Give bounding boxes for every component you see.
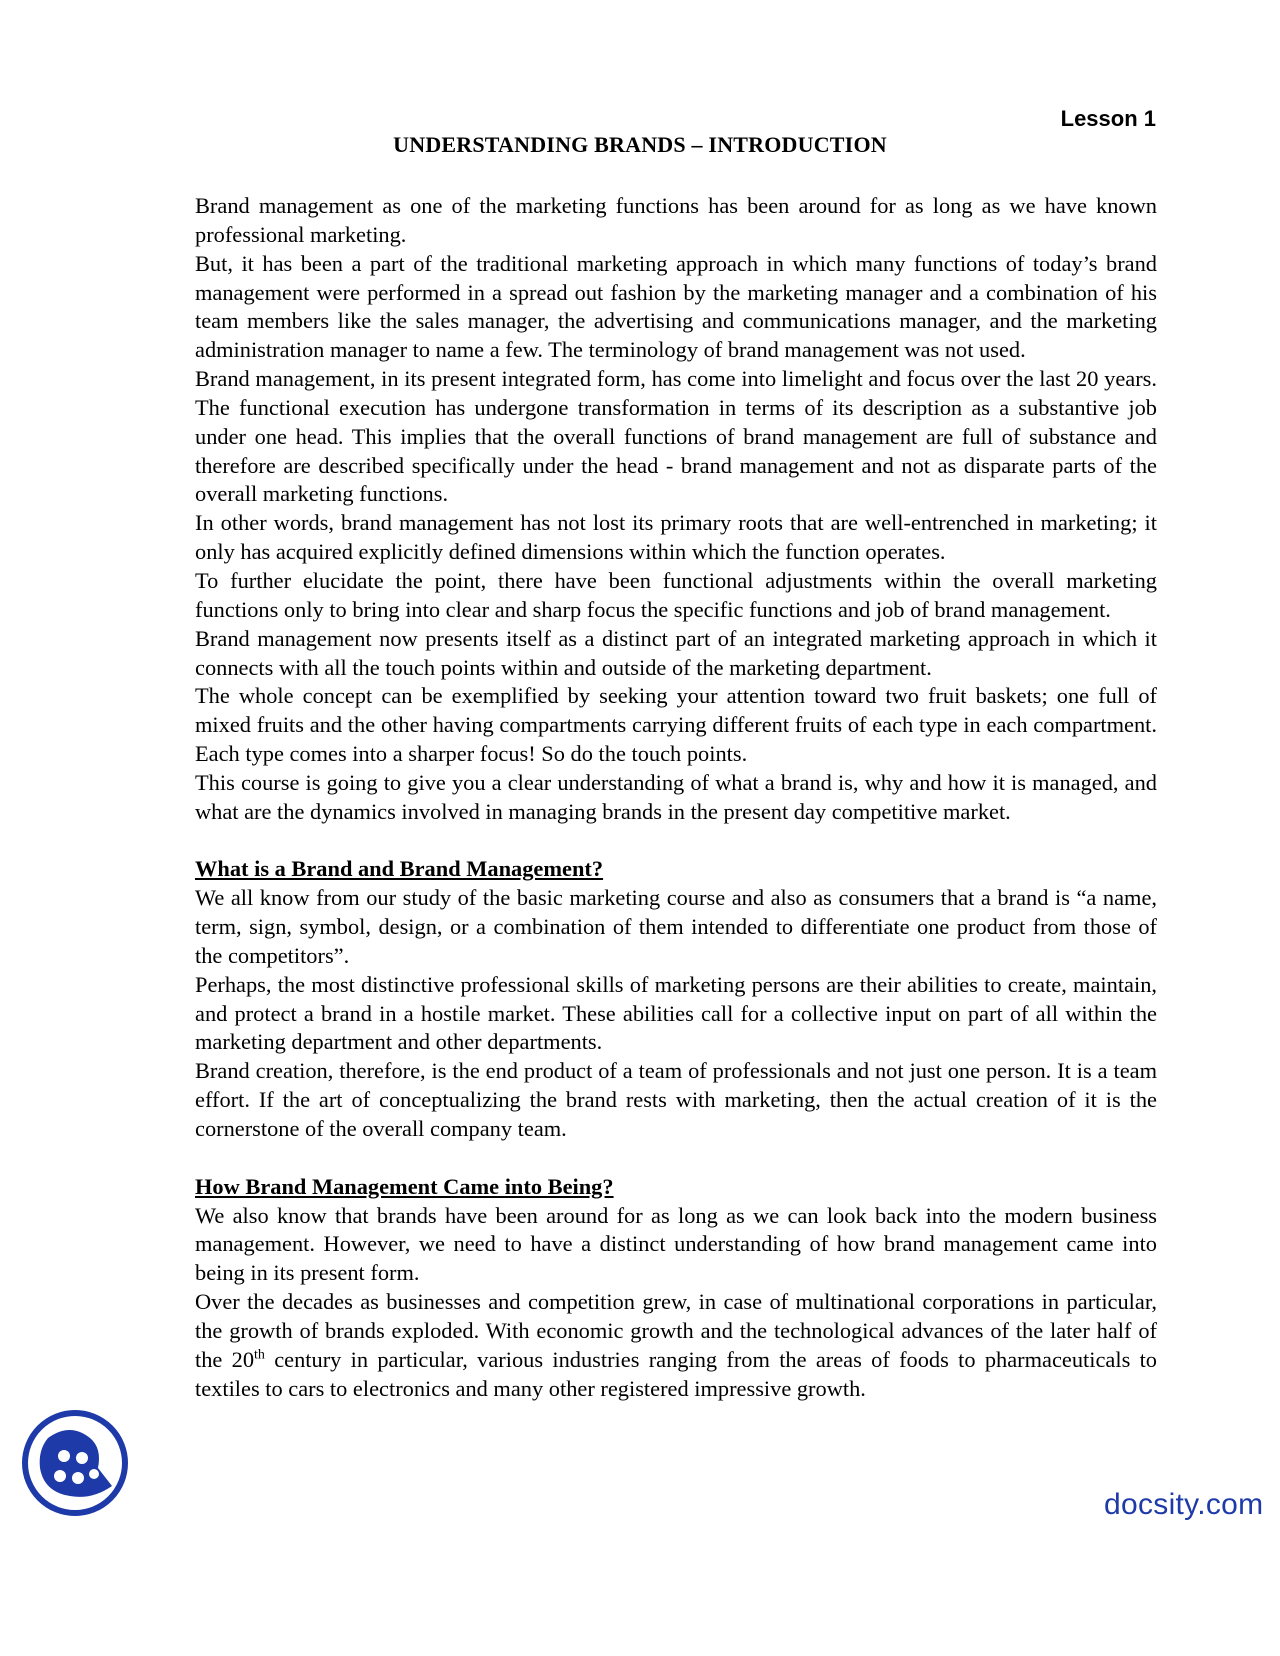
paragraph: Perhaps, the most distinctive professional skills of marketing persons are their abilities to create, maintain, and protect a brand in a hostile market. These abilities call for a collective input on part of all within the marketing department and other departments. [195, 971, 1157, 1055]
paragraph: In other words, brand management has not lost its primary roots that are well-entrenched in marketing; it only has acquired explicitly defined dimensions within which the function operates. [195, 510, 1157, 565]
paragraph: This course is going to give you a clear understanding of what a brand is, why and how it is managed, and what are the dynamics involved in managing brands in the present day competitive market. [195, 769, 1157, 824]
paragraph-text: Over the decades as businesses and competition grew, in case of multinational corporations in particular, the growth of brands exploded. With economic growth and the technological advances of the later half of the 20 [195, 1289, 1157, 1372]
paragraph: Brand management as one of the marketing functions has been around for as long as we have known professional marketing. [195, 193, 1157, 247]
document-body [195, 192, 1157, 1403]
paragraph: Brand management, in its present integrated form, has come into limelight and focus over the last 20 years. The functional execution has undergone transformation in terms of its description as a substantive job under one head. This implies that the overall functions of brand management are full of substance and therefore are described specifically under the head - brand management and not as disparate parts of the overall marketing functions. [195, 366, 1157, 507]
docsity-watermark[interactable]: docsity.com [1104, 1488, 1264, 1521]
paragraph: Brand management now presents itself as a distinct part of an integrated marketing approach in which it connects with all the touch points within and outside of the marketing department. [195, 625, 1157, 680]
page-title: UNDERSTANDING BRANDS – INTRODUCTION [393, 132, 887, 157]
paragraph [195, 1288, 1157, 1403]
paragraph: But, it has been a part of the traditional marketing approach in which many functions of today’s brand management were performed in a spread out fashion by the marketing manager and a combination of his team members like the sales manager, the advertising and communications manager, and the marketing administration manager to name a few. The terminology of brand management was not used. [195, 250, 1157, 363]
paragraph: To further elucidate the point, there have been functional adjustments within the overall marketing functions only to bring into clear and sharp focus the specific functions and job of brand management. [195, 567, 1157, 622]
paragraph: Brand creation, therefore, is the end product of a team of professionals and not just one person. It is a team effort. If the art of conceptualizing the brand rests with marketing, then the actual creation of it is the cornerstone of the overall company team. [195, 1058, 1157, 1141]
paragraph-text: century in particular, various industries ranging from the areas of foods to pharmaceuticals to textiles to cars to electronics and many other registered impressive growth. [195, 1346, 1157, 1401]
lesson-label: Lesson 1 [1060, 106, 1156, 131]
paragraph: The whole concept can be exemplified by seeking your attention toward two fruit baskets; one full of mixed fruits and the other having compartments carrying different fruits of each type in each compartment. Each type comes into a sharper focus! So do the touch points. [195, 683, 1157, 767]
docsity-logo-icon [20, 1408, 130, 1518]
section-heading-brand-management: What is a Brand and Brand Management? [195, 856, 604, 882]
superscript: th [254, 1347, 265, 1363]
section-heading-history: How Brand Management Came into Being? [195, 1173, 614, 1199]
paragraph: We also know that brands have been around for as long as we can look back into the modern business management. However, we need to have a distinct understanding of how brand management came into being in its present form. [195, 1202, 1157, 1286]
paragraph: We all know from our study of the basic marketing course and also as consumers that a brand is “a name, term, sign, symbol, design, or a combination of them intended to differentiate one product from those of the competitors”. [195, 885, 1157, 968]
